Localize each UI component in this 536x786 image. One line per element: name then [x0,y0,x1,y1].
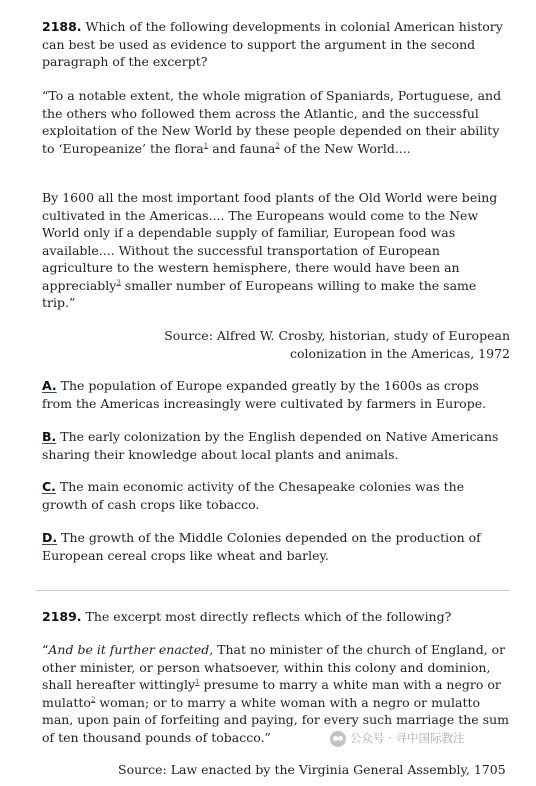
question-2189-stem [42,608,510,626]
quote-mark: “ [42,642,49,657]
watermark-text: 公众号 · 寻中国际教注 [350,731,465,746]
excerpt-paragraph-2 [42,189,510,312]
excerpt-text: smaller number of Europeans willing to make the same trip.” [42,277,477,310]
option-a[interactable] [42,377,510,412]
excerpt-text: and fauna [208,140,276,156]
option-text: The early colonization by the English depended on Native Americans sharing their knowledge about local plants and animals. [42,429,499,462]
option-letter: A. [42,378,57,393]
question-number: 2189. [42,609,82,624]
option-text: The population of Europe expanded greatly by the 1600s as crops from the Americas increasingly were cultivated by farmers in Europe. [42,378,487,411]
source-citation-2189: Source: Law enacted by the Virginia General Assembly, 1705 [118,762,506,777]
question-stem-text: Which of the following developments in colonial American history can best be used as evidence to support the argument in the second paragraph of the excerpt? [42,19,503,69]
footnote-ref-1[interactable]: 1 [203,141,209,150]
option-text: The main economic activity of the Chesapeake colonies was the growth of cash crops like tobacco. [42,479,465,512]
excerpt-text: By 1600 all the most important food plants of the Old World were being cultivated in the Americas.... The Europeans would come to the New World only if a dependable supply of familiar, European food was available.... Without the successful transportation of European agriculture to the western hemisphere, there would have been an appreciably [42,190,498,293]
source-citation-2188: Source: Alfred W. Crosby, historian, study of European colonization in the Americas, 1972 [164,328,510,361]
wechat-watermark [330,728,464,750]
option-c[interactable] [42,478,510,513]
option-b[interactable] [42,428,510,463]
question-divider [36,590,510,591]
excerpt-italic: And be it further enacted, [48,642,214,657]
option-letter: C. [42,479,56,494]
question-stem-text: The excerpt most directly reflects which of the following? [85,609,452,624]
excerpt-text: presume to marry a white man with a negro or mulatto [42,677,501,710]
option-d[interactable] [42,529,510,564]
question-2189 [42,608,510,626]
footnote-ref-2[interactable]: 2 [275,141,280,150]
excerpt-paragraph-1 [42,87,510,157]
question-2188 [42,18,510,71]
excerpt-text: That no minister of the church of England, or other minister, or person whatsoever, within this colony and dominion, shall hereafter wittingly [42,642,506,692]
option-letter: B. [42,429,57,444]
question-2188-stem [42,18,510,71]
excerpt-text: of the New World.... [279,140,411,156]
excerpt-text: woman; or to marry a white woman with a negro or mulatto man, upon pain of forfeiting and paying, for every such marriage the sum of ten thousand pounds of tobacco.” [42,694,509,745]
footnote-ref-3[interactable]: 3 [116,278,121,287]
excerpt-text: “To a notable extent, the whole migration of Spaniards, Portuguese, and the others who followed them across the Atlantic, and the successful exploitation of the New World by these people depended on their ability to ‘Europeanize’ the flora [42,88,502,156]
question-number: 2188. [42,19,82,34]
option-text: The growth of the Middle Colonies depended on the production of European cereal crops like wheat and barley. [42,530,481,563]
footnote-ref-2[interactable]: 2 [90,695,96,704]
option-letter: D. [42,530,58,545]
footnote-ref-1[interactable]: 1 [195,677,200,686]
wechat-icon [330,731,346,747]
